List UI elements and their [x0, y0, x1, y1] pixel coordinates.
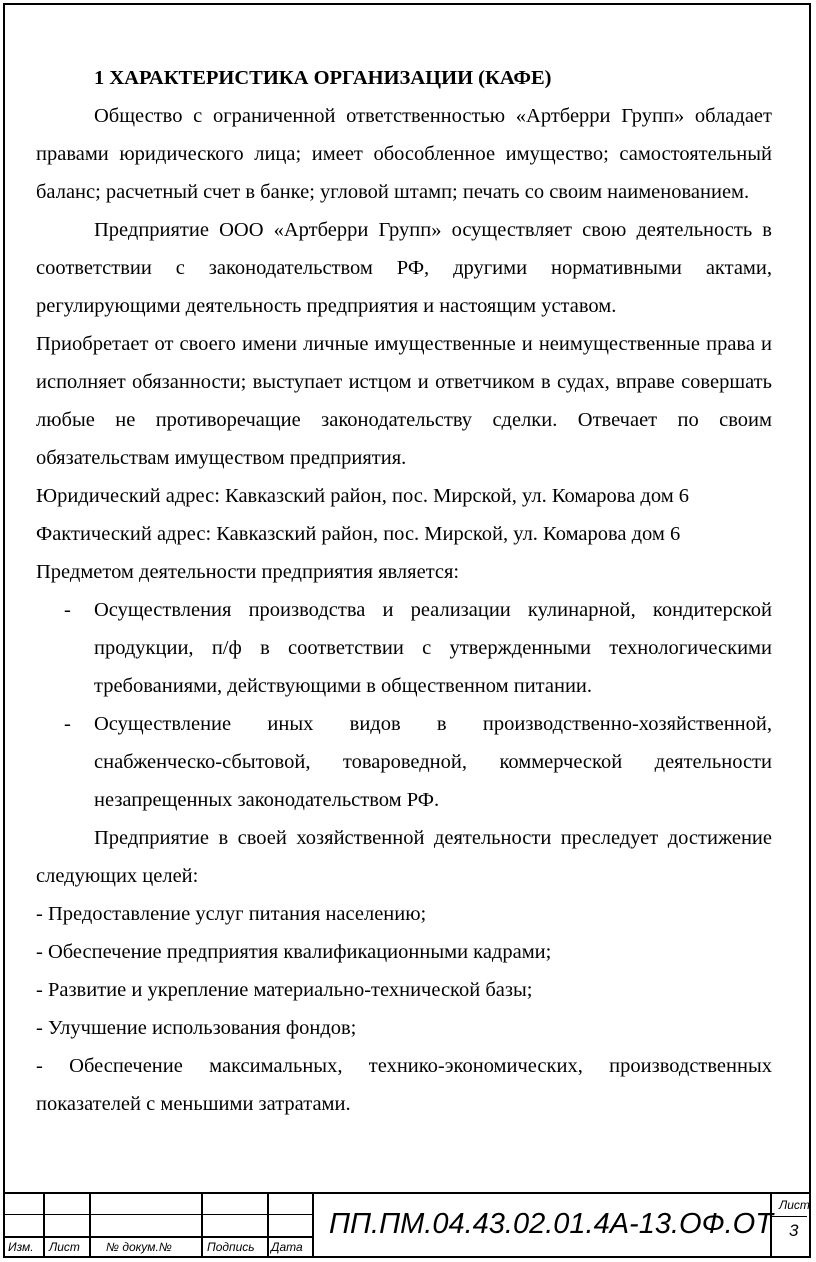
title-block [3, 1192, 811, 1258]
sheet-column-label: Лист [49, 1240, 80, 1254]
document-body [36, 59, 772, 1123]
title-block-divider [201, 1194, 203, 1258]
activity-text: Осуществления производства и реализации кулинарной, кондитерской продукции, п/ф в соответствии с утвержденными технологическими требованиями, действующими в общественном питании. [94, 599, 772, 697]
goal-item: - Обеспечение максимальных, технико-экономических, производственных показателей с меньшими затратами. [36, 1055, 772, 1115]
activity-text: Осуществление иных видов в производственно-хозяйственной, снабженческо-сбытовой, товароведной, коммерческой деятельности незапрещенных законодательством РФ. [94, 713, 772, 811]
title-block-divider [267, 1194, 269, 1258]
title-block-row-line [3, 1236, 312, 1238]
goal-item: - Улучшение использования фондов; [36, 1017, 357, 1039]
paragraph-compliance: Предприятие ООО «Артберри Групп» осуществляет свою деятельность в соответствии с законодательством РФ, другими нормативными актами, регулирующими деятельность предприятия и настоящим уставом. [36, 219, 772, 317]
goal-item: - Развитие и укрепление материально-технической базы; [36, 979, 533, 1001]
paragraph-actual-address: Фактический адрес: Кавказский район, пос. Мирской, ул. Комарова дом 6 [36, 523, 681, 545]
paragraph-goals-intro: Предприятие в своей хозяйственной деятельности преследует достижение следующих целей: [36, 827, 772, 887]
goal-item: - Предоставление услуг питания населению; [36, 903, 427, 925]
sheet-number: 3 [789, 1221, 799, 1240]
revision-column-label: Изм. [8, 1240, 34, 1254]
title-block-row-line [3, 1214, 312, 1215]
activity-item [36, 705, 772, 819]
title-block-divider [312, 1194, 314, 1258]
document-number-column-label: № докум.№ [106, 1240, 172, 1254]
title-block-divider [43, 1194, 45, 1258]
date-column-label: Дата [271, 1240, 303, 1254]
signature-column-label: Подпись [207, 1240, 255, 1254]
paragraph-activities-intro: Предметом деятельности предприятия является: [36, 561, 460, 583]
title-block-divider [89, 1194, 91, 1258]
paragraph-rights: Приобретает от своего имени личные имущественные и неимущественные права и исполняет обязанности; выступает истцом и ответчиком в судах, вправе совершать любые не противоречащие законодательству сделки. Отвечает по своим обязательствам имуществом предприятия. [36, 333, 772, 469]
section-heading: 1 ХАРАКТЕРИСТИКА ОРГАНИЗАЦИИ (КАФЕ) [94, 67, 552, 89]
paragraph-legal-address: Юридический адрес: Кавказский район, пос. Мирской, ул. Комарова дом 6 [36, 485, 690, 507]
activity-item [36, 591, 772, 705]
list-marker: - [64, 713, 71, 735]
goal-item: - Обеспечение предприятия квалификационными кадрами; [36, 941, 552, 963]
list-marker: - [64, 599, 71, 621]
sheet-label: Лист [779, 1198, 810, 1212]
document-code: ПП.ПМ.04.43.02.01.4А-13.ОФ.ОТ [329, 1208, 773, 1240]
title-block-row-line [770, 1216, 807, 1217]
paragraph-legal-status: Общество с ограниченной ответственностью «Артберри Групп» обладает правами юридического лица; имеет обособленное имущество; самостоятельный баланс; расчетный счет в банке; угловой штамп; печать со своим наименованием. [36, 105, 772, 203]
